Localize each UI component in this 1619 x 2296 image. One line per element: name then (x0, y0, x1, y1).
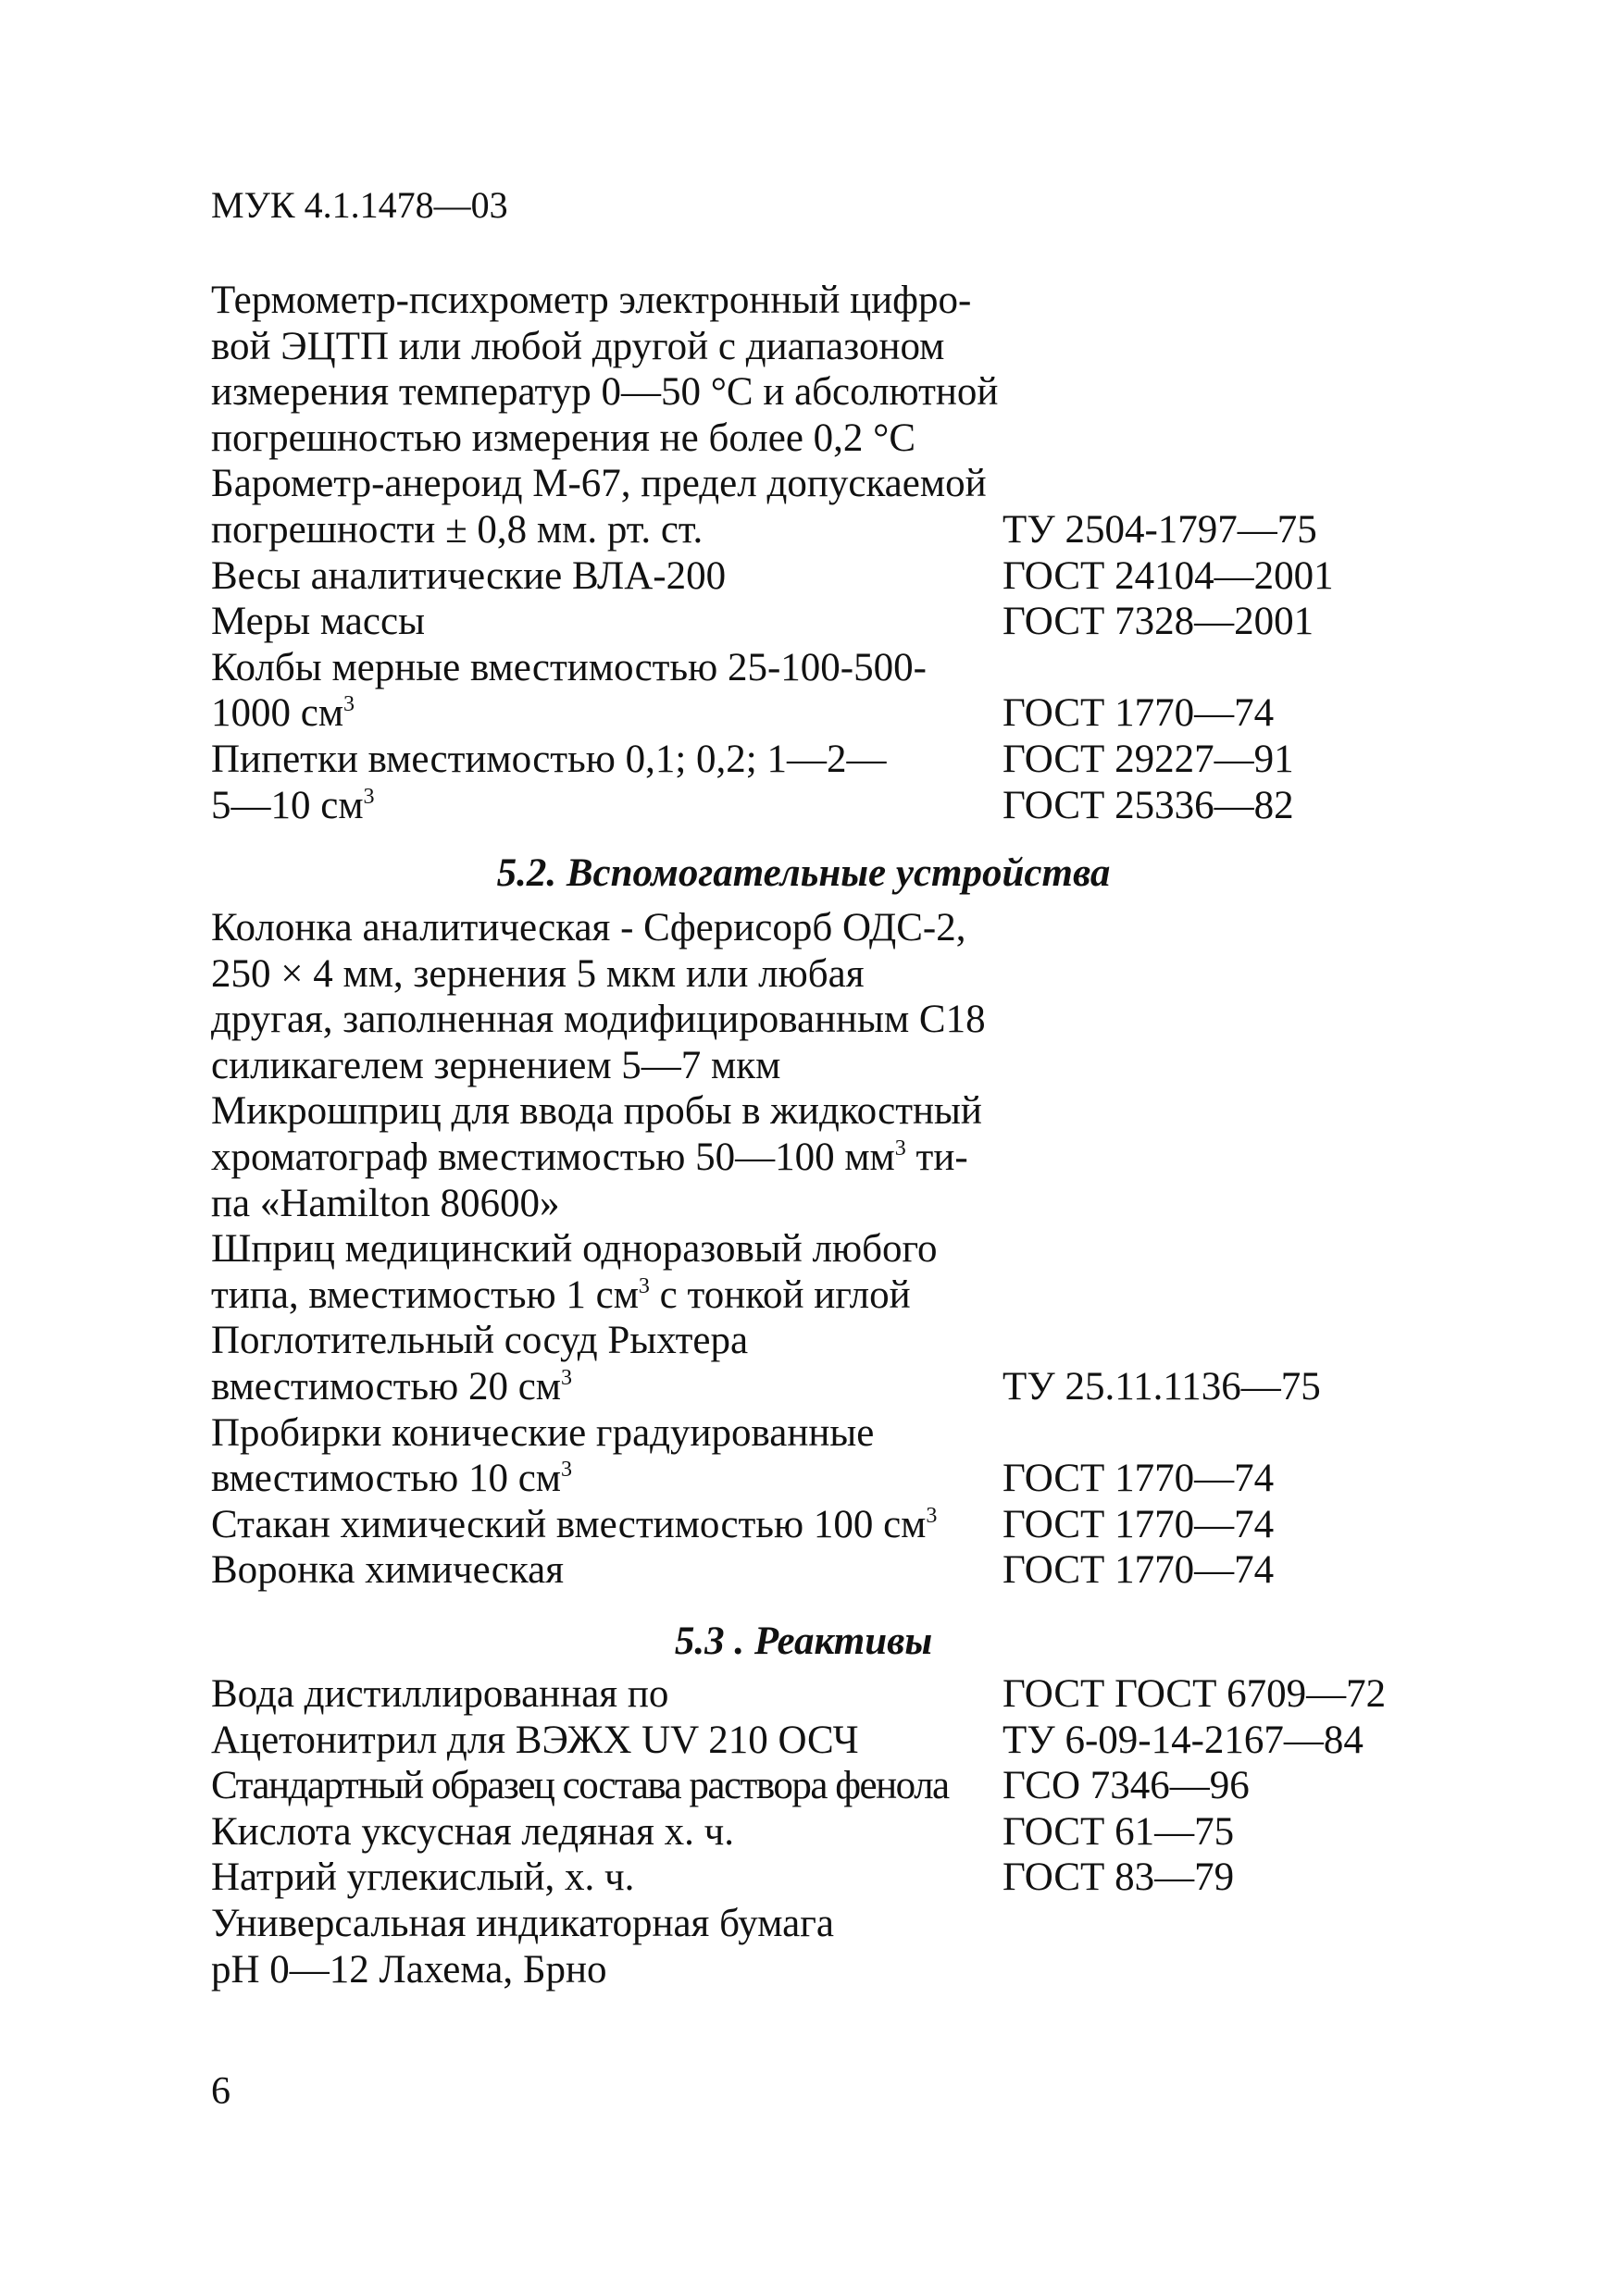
item-text: Вода дистиллированная по (211, 1672, 669, 1716)
list-row (211, 553, 1442, 600)
item-text: Термометр-психрометр электронный цифро- (211, 279, 972, 322)
reagents-list (211, 1671, 1442, 1992)
list-row (211, 1947, 1442, 1993)
auxiliary-devices-list (211, 905, 1442, 1594)
list-row (211, 1671, 1442, 1718)
list-row (211, 997, 1442, 1043)
item-standard: ГСО 7346—96 (1003, 1764, 1250, 1808)
item-standard: ГОСТ 1770—74 (1003, 1502, 1275, 1546)
list-row (211, 278, 1442, 324)
item-text: Пипетки вместимостью 0,1; 0,2; 1—2— (211, 737, 887, 781)
list-row (211, 1364, 1442, 1410)
superscript: 3 (894, 1136, 906, 1160)
item-text-wrap (211, 1502, 937, 1548)
item-standard: ГОСТ ГОСТ 6709—72 (1003, 1672, 1387, 1716)
list-row (211, 1901, 1442, 1947)
list-row (211, 416, 1442, 462)
item-text: другая, заполненная модифицированным С18 (211, 998, 986, 1042)
item-text: Микрошприц для ввода пробы в жидкостный (211, 1089, 982, 1134)
list-row (211, 324, 1442, 370)
item-standard: ГОСТ 61—75 (1003, 1809, 1235, 1854)
item-text: Ацетонитрил для ВЭЖХ UV 210 ОСЧ (211, 1718, 859, 1762)
item-text: Меры массы (211, 600, 425, 644)
item-text: Воронка химическая (211, 1548, 564, 1593)
item-text: Поглотительный сосуд Рыхтера (211, 1319, 749, 1363)
item-text: измерения температур 0—50 °С и абсолютной (211, 370, 999, 415)
item-text: Колбы мерные вместимостью 25-100-500- (211, 645, 927, 689)
instruments-list (211, 278, 1442, 828)
list-row (211, 1809, 1442, 1855)
item-text: силикагелем зернением 5—7 мкм (211, 1043, 781, 1087)
list-row (211, 1763, 1442, 1809)
list-row (211, 1226, 1442, 1272)
item-standard: ГОСТ 25336—82 (1003, 783, 1294, 827)
item-standard: ТУ 2504-1797—75 (1003, 507, 1317, 552)
list-row (211, 1135, 1442, 1181)
item-text: вместимостью 20 см (211, 1364, 562, 1409)
list-row (211, 737, 1442, 783)
list-row (211, 1855, 1442, 1901)
item-standard: ГОСТ 29227—91 (1003, 737, 1294, 781)
document-header: МУК 4.1.1478—03 (211, 184, 508, 226)
item-text: Кислота уксусная ледяная х. ч. (211, 1809, 735, 1854)
item-text-cont: ти- (905, 1135, 968, 1179)
list-row (211, 1088, 1442, 1135)
item-text: хроматограф вместимостью 50—100 мм (211, 1135, 895, 1179)
list-row (211, 783, 1442, 829)
item-standard: ТУ 6-09-14-2167—84 (1003, 1718, 1364, 1762)
superscript: 3 (343, 692, 355, 717)
item-text: Универсальная индикаторная бумага (211, 1901, 834, 1945)
item-text: Натрий углекислый, х. ч. (211, 1855, 635, 1900)
item-standard: ГОСТ 1770—74 (1003, 691, 1275, 736)
list-row (211, 690, 1442, 737)
item-text: 250 × 4 мм, зернения 5 мкм или любая (211, 951, 865, 996)
item-standard: ГОСТ 7328—2001 (1003, 600, 1314, 644)
item-text: погрешностью измерения не более 0,2 °С (211, 416, 916, 460)
list-row (211, 905, 1442, 951)
item-text-wrap (211, 1456, 572, 1502)
list-row (211, 1181, 1442, 1227)
item-text-wrap (211, 690, 355, 737)
list-row (211, 599, 1442, 645)
item-text: па «Hamilton 80600» (211, 1181, 560, 1225)
list-row (211, 1547, 1442, 1594)
list-row (211, 1456, 1442, 1502)
item-standard: ГОСТ 1770—74 (1003, 1548, 1275, 1593)
item-text: 5—10 см (211, 783, 364, 827)
item-text-cont: с тонкой иглой (649, 1272, 911, 1317)
superscript: 3 (363, 784, 375, 809)
section-heading-5-3: 5.3 . Реактивы (674, 1620, 933, 1663)
item-text: погрешности ± 0,8 мм. рт. ст. (211, 507, 704, 552)
item-standard: ГОСТ 83—79 (1003, 1855, 1235, 1900)
item-text-wrap (211, 1364, 572, 1410)
item-text: Пробирки конические градуированные (211, 1410, 875, 1455)
list-row (211, 507, 1442, 553)
item-text: рН 0—12 Лахема, Брно (211, 1947, 607, 1992)
list-row (211, 1272, 1442, 1319)
item-standard: ГОСТ 1770—74 (1003, 1457, 1275, 1501)
item-text: Барометр-анероид М-67, предел допускаемой (211, 462, 987, 506)
list-row (211, 369, 1442, 416)
list-row (211, 1318, 1442, 1364)
item-text: Стандартный образец состава раствора фенола (211, 1764, 949, 1808)
list-row (211, 645, 1442, 691)
list-row (211, 1718, 1442, 1764)
item-text: Весы аналитические ВЛА-200 (211, 553, 727, 598)
item-text: Колонка аналитическая - Сферисорб ОДС-2, (211, 906, 966, 949)
item-text-wrap (211, 783, 375, 829)
section-heading-5-2: 5.2. Вспомогательные устройства (496, 851, 1111, 895)
item-text: Стакан химический вместимостью 100 см (211, 1502, 927, 1546)
item-text-wrap (211, 1272, 911, 1319)
item-text: типа, вместимостью 1 см (211, 1272, 639, 1317)
item-text: вместимостью 10 см (211, 1457, 562, 1501)
page-number: 6 (211, 2070, 230, 2113)
list-row (211, 951, 1442, 998)
item-text: Шприц медицинский одноразовый любого (211, 1227, 938, 1272)
item-standard: ТУ 25.11.1136—75 (1003, 1364, 1321, 1409)
item-standard: ГОСТ 24104—2001 (1003, 553, 1334, 598)
list-row (211, 461, 1442, 507)
item-text: вой ЭЦТП или любой другой с диапазоном (211, 324, 945, 368)
superscript: 3 (926, 1503, 938, 1528)
superscript: 3 (561, 1458, 573, 1483)
list-row (211, 1410, 1442, 1457)
superscript: 3 (561, 1365, 573, 1390)
item-text-wrap (211, 1135, 968, 1181)
superscript: 3 (638, 1273, 650, 1298)
list-row (211, 1502, 1442, 1548)
list-row (211, 1043, 1442, 1089)
item-text: 1000 см (211, 691, 344, 736)
